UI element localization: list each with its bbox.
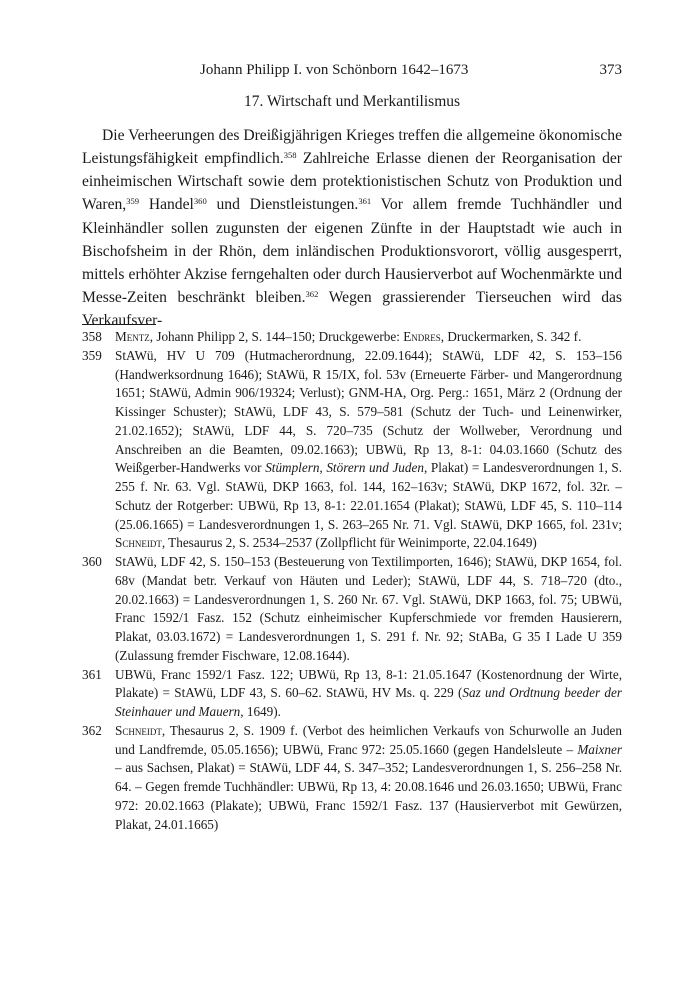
footnote-rule <box>82 324 156 325</box>
footnote-author: Mentz <box>115 329 150 344</box>
footnote-number: 360 <box>82 554 102 569</box>
footnote-text: , Thesaurus 2, S. 1909 f. (Verbot des heimlichen Verkaufs von Schurwolle an Juden und Landfremde, 05.05.1656); UBWü, Franc 972: 25.05.1660 (gegen Handelsleute – <box>115 722 622 757</box>
body-text-segment: Wegen grassierender Tierseuchen wird das Verkaufsver- <box>82 289 622 330</box>
footnote-text: UBWü, Franc 1592/1 Fasz. 122; UBWü, Rp 13, 8-1: 21.05.1647 (Kostenordnung der Wirte, Plakate) = StAWü, LDF 43, S. 60–62. StAWü, HV Ms. q. 229 ( <box>115 666 622 701</box>
footnote-number: 358 <box>82 329 102 344</box>
body-text-segment: Die Verheerungen des Dreißigjährigen Krieges treffen die allgemeine ökonomische Leistungsfähigkeit empfindlich. <box>82 127 622 168</box>
body-text-segment: Zahlreiche Erlasse dienen der Reorganisation der einheimischen Wirtschaft sowie dem protektionistischen Schutz von Produktion und Waren, <box>82 150 622 214</box>
section-title: 17. Wirtschaft und Merkantilismus <box>243 93 461 110</box>
footnote-text: StAWü, LDF 42, S. 150–153 (Besteuerung von Textilimporten, 1646); StAWü, DKP 1654, fol. 68v (Mandat betr. Verkauf von Häuten und Leder); StAWü, LDF 44, S. 718–720 (dto., 20.02.1663) = Landesverordnungen 1, S. 260 Nr. 67. Vgl. StAWü, DKP 1663, fol. 75; UBWü, Franc 1592/1 Fasz. 152 (Schutz einheimischer Kupferschmiede vor fremden Hausierern, Plakat, 03.03.1672) = Landesverordnungen 1, S. 291 f. Nr. 92; StABa, G 35 I Lade U 359 (Zulassung fremder Fischware, 12.08.1644). <box>115 554 622 663</box>
footnote-italic-text: Maixner <box>577 741 622 757</box>
footnote-text: – aus Sachsen, Plakat) = StAWü, LDF 44, S. 347–352; Landesverordnungen 1, S. 256–258 Nr. 64. – Gegen fremde Tuchhändler: UBWü, Rp 13, 4: 20.08.1646 und 26.03.1650; UBWü, Franc 972: 20.02.1663 (Plakate); UBWü, Franc 1592/1 Fasz. 137 (Hausierverbot mit Gewürzen, Plakat, 24.01.1665) <box>115 760 622 832</box>
footnote-author: Endres <box>403 329 441 344</box>
footnote-ref-361: 361 <box>358 196 372 207</box>
footnote-author: Schneidt <box>115 722 162 738</box>
footnote-361 <box>82 666 622 722</box>
footnote-number: 359 <box>82 347 102 363</box>
footnote-number: 361 <box>82 666 102 682</box>
body-text <box>82 124 622 332</box>
footnote-text: , Druckermarken, S. 342 f. <box>440 329 582 344</box>
page-header <box>82 58 622 82</box>
footnote-number: 362 <box>82 722 102 738</box>
footnote-ref-358: 358 <box>283 150 297 161</box>
footnote-ref-362: 362 <box>305 288 319 299</box>
footnote-362 <box>82 722 622 835</box>
footnote-ref-359: 359 <box>126 196 140 207</box>
footnote-text: StAWü, HV U 709 (Hutmacherordnung, 22.09.1644); StAWü, LDF 42, S. 153–156 (Handwerksordnung 1646); StAWü, R 15/IX, fol. 53v (Erneuerte Färber- und Mangerordnung 1651; StAWü, Admin 906/19324; Verlust); GNM-HA, Org. Perg.: 1651, März 2 (Ordnung der Kissinger Schuster); StAWü, LDF 43, S. 579–581 (Schutz der Tuch- und Leinenwirker, 21.02.1652); StAWü, LDF 44, S. 720–735 (Schutz der Wollweber, Verordnung und Anschreiben an die Beamten, 09.02.1663); UBWü, Rp 13, 8-1: 04.03.1660 (Schutz des Weißgerber-Handwerks vor <box>115 347 622 476</box>
footnote-360 <box>82 553 622 666</box>
page-number: 373 <box>599 62 622 78</box>
body-text-segment: und Dienstleistungen. <box>206 196 359 214</box>
footnote-358 <box>82 328 622 347</box>
footnote-ref-360: 360 <box>193 196 207 207</box>
running-head: Johann Philipp I. von Schönborn 1642–1673 <box>200 62 469 78</box>
footnote-italic-text: Saz und Ordtnung beeder der Steinhauer und Mauern <box>115 685 622 719</box>
footnote-359 <box>82 347 622 553</box>
footnote-text: , Johann Philipp 2, S. 144–150; Druckgewerbe: <box>149 329 404 344</box>
footnote-author: Schneidt <box>115 535 162 551</box>
footnotes <box>82 328 622 834</box>
footnote-italic-text: Stümplern, Störern und Juden <box>265 460 424 476</box>
body-paragraph <box>82 124 622 332</box>
body-text-segment: Vor allem fremde Tuchhändler und Kleinhändler sollen zugunsten der eigenen Zünfte in der Hauptstadt wie auch in Bischofsheim in der Rhön, dem inländischen Produktionsvorort, völlig ausgesperrt, mittels erhöhter Akzise ferngehalten oder durch Hausierverbot auf Wochenmärkte und Messe-Zeiten beschränkt bleiben. <box>82 196 622 307</box>
footnote-text: , Plakat) = Landesverordnungen 1, S. 255 f. Nr. 63. Vgl. StAWü, DKP 1663, fol. 144, 162–163v; StAWü, DKP 1672, fol. 32r. – Schutz der Rotgerber: UBWü, Rp 13, 8-1: 22.01.1654 (Plakat); StAWü, LDF 45, S. 110–114 (25.06.1665) = Landesverordnungen 1, S. 263–265 Nr. 71. Vgl. StAWü, DKP 1665, fol. 231v; <box>115 460 622 532</box>
footnote-text: , 1649). <box>240 704 281 719</box>
footnote-text: , Thesaurus 2, S. 2534–2537 (Zollpflicht für Weinimporte, 22.04.1649) <box>161 535 537 551</box>
body-text-segment: Handel <box>139 196 194 214</box>
